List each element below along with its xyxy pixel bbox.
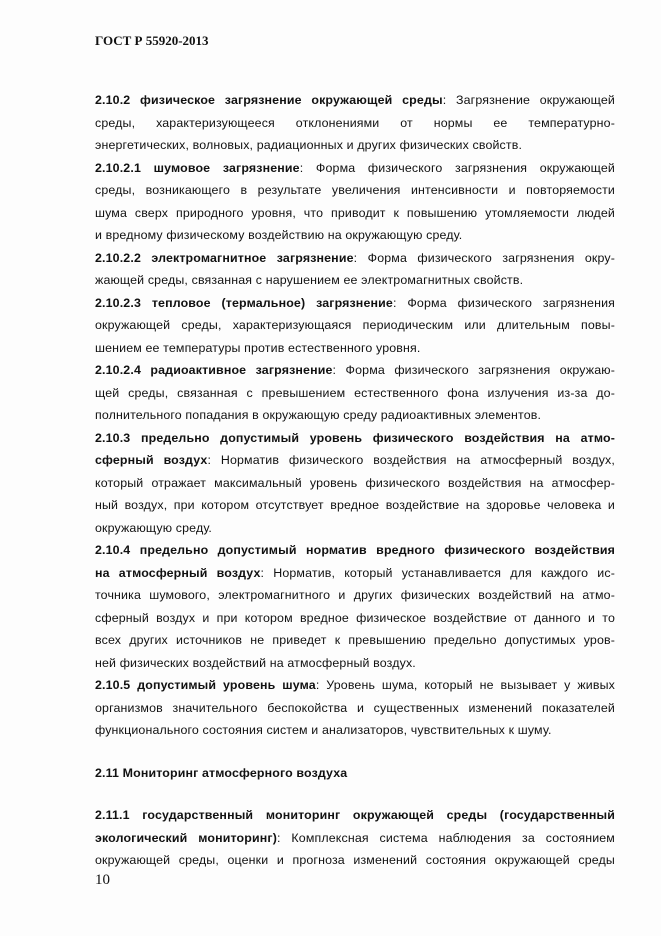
- text-line: [95, 404, 615, 427]
- defined-term: 2.10.4 предельно допустимый норматив вредного физического воздействия: [95, 543, 615, 557]
- definition-text: ный воздух, при котором отсутствует вредное воздействие на здоровье человека и: [95, 498, 615, 512]
- definition-text: и вредному физическому воздействию на окружающую среду.: [95, 228, 463, 242]
- definition-text: : Комплексная система наблюдения за состоянием: [276, 830, 615, 845]
- defined-term: сферный воздух: [95, 453, 208, 467]
- definition-text: энергетических, волновых, радиационных и других физических свойств.: [95, 138, 523, 152]
- definition-text: среды, возникающего в результате увеличения интенсивности и повторяемости: [95, 183, 615, 197]
- definition-text: сферный воздух и при котором вредное физическое воздействие от данного и то: [95, 610, 615, 625]
- definition-paragraph: [95, 157, 615, 247]
- text-line: [95, 292, 615, 315]
- defined-term: 2.10.5 допустимый уровень шума: [95, 678, 316, 692]
- definition-text: всех других источников не приведет к превышению предельно допустимых уров-: [95, 633, 615, 647]
- definition-text: : Уровень шума, который не вызывает у живых: [315, 678, 616, 692]
- definition-text: окружающей среды, характеризующаяся периодическим или длительным повы-: [95, 318, 615, 332]
- defined-term: 2.10.2 физическое загрязнение окружающей среды: [95, 93, 443, 107]
- definition-text: : Форма физического загрязнения окружаю-: [332, 363, 615, 377]
- text-line: [95, 697, 615, 720]
- text-line: [95, 827, 615, 850]
- text-line: [95, 849, 615, 872]
- text-line: [95, 427, 615, 450]
- text-line: [95, 607, 615, 630]
- definition-paragraph: [95, 359, 615, 427]
- text-line: [95, 157, 615, 180]
- definition-text: функционального состояния систем и анализаторов, чувствительных к шуму.: [95, 723, 552, 737]
- text-line: [95, 314, 615, 337]
- definition-text: окружающую среду.: [95, 520, 213, 535]
- text-line: [95, 562, 615, 585]
- text-line: [95, 202, 615, 225]
- definition-text: : Норматив физического воздействия на атмосферный воздух,: [207, 453, 615, 467]
- text-line: [95, 629, 615, 652]
- definition-text: шума сверх природного уровня, что приводит к повышению утомляемости людей: [95, 205, 615, 220]
- text-line: [95, 224, 615, 247]
- definition-text: щей среды, связанная с превышением естественного фона излучения из-за до-: [95, 385, 615, 400]
- text-line: [95, 539, 615, 562]
- text-line: [95, 337, 615, 360]
- definition-text: шением ее температуры против естественного уровня.: [95, 340, 421, 355]
- defined-term: на атмосферный воздух: [95, 565, 261, 580]
- text-line: [95, 804, 615, 827]
- defined-term: 2.10.2.4 радиоактивное загрязнение: [95, 363, 333, 377]
- text-line: [95, 112, 615, 135]
- definition-text: полнительного попадания в окружающую среду радиоактивных элементов.: [95, 408, 542, 422]
- text-line: [95, 719, 615, 742]
- text-line: [95, 674, 615, 697]
- definition-paragraph: [95, 292, 615, 360]
- text-line: [95, 652, 615, 675]
- text-line: [95, 584, 615, 607]
- definition-paragraph: [95, 89, 615, 157]
- section-heading: 2.11 Мониторинг атмосферного воздуха: [95, 765, 348, 780]
- text-line: [95, 494, 615, 517]
- definition-text: : Загрязнение окружающей: [442, 93, 615, 107]
- defined-term: 2.10.3 предельно допустимый уровень физического воздействия на атмо-: [95, 430, 615, 445]
- text-line: [95, 382, 615, 405]
- defined-term: 2.10.2.3 тепловое (термальное) загрязнение: [95, 295, 393, 310]
- text-line: [95, 472, 615, 495]
- definition-text: организмов значительного беспокойства и существенных изменений показателей: [95, 700, 615, 715]
- defined-term: 2.11.1 государственный мониторинг окружающей среды (государственный: [95, 808, 615, 822]
- definition-text: : Форма физического загрязнения окру-: [353, 250, 615, 265]
- definition-text: : Форма физического загрязнения: [392, 295, 615, 310]
- text-line: [95, 89, 615, 112]
- definition-text: который отражает максимальный уровень физического воздействия на атмосфер-: [95, 475, 615, 490]
- definition-text: окружающей среды, оценки и прогноза изменений состояния окружающей среды: [95, 853, 615, 867]
- defined-term: 2.10.2.2 электромагнитное загрязнение: [95, 250, 354, 265]
- page-number: 10: [95, 872, 110, 888]
- text-line: [95, 359, 615, 382]
- definition-paragraph: [95, 427, 615, 540]
- text-line: [95, 269, 615, 292]
- definition-text: точника шумового, электромагнитного и других физических воздействий на атмо-: [95, 588, 615, 602]
- definition-text: среды, характеризующееся отклонениями от нормы ее температурно-: [95, 115, 615, 130]
- text-line: [95, 449, 615, 472]
- definition-paragraph: [95, 539, 615, 674]
- text-line: [95, 517, 615, 540]
- text-line: [95, 247, 615, 270]
- definition-text: ней физических воздействий на атмосферный воздух.: [95, 655, 416, 670]
- text-line: [95, 179, 615, 202]
- definition-text: жающей среды, связанная с нарушением ее электромагнитных свойств.: [95, 273, 524, 287]
- definition-text: : Норматив, который устанавливается для каждого ис-: [260, 565, 615, 580]
- definition-paragraph: [95, 674, 615, 742]
- document-header: ГОСТ Р 55920-2013: [95, 33, 209, 48]
- definition-paragraph: [95, 804, 615, 872]
- definition-paragraph: [95, 247, 615, 292]
- defined-term: экологический мониторинг): [95, 830, 277, 845]
- defined-term: 2.10.2.1 шумовое загрязнение: [95, 160, 300, 175]
- definition-text: : Форма физического загрязнения окружающей: [299, 160, 616, 175]
- text-line: [95, 134, 615, 157]
- document-body: [95, 89, 615, 872]
